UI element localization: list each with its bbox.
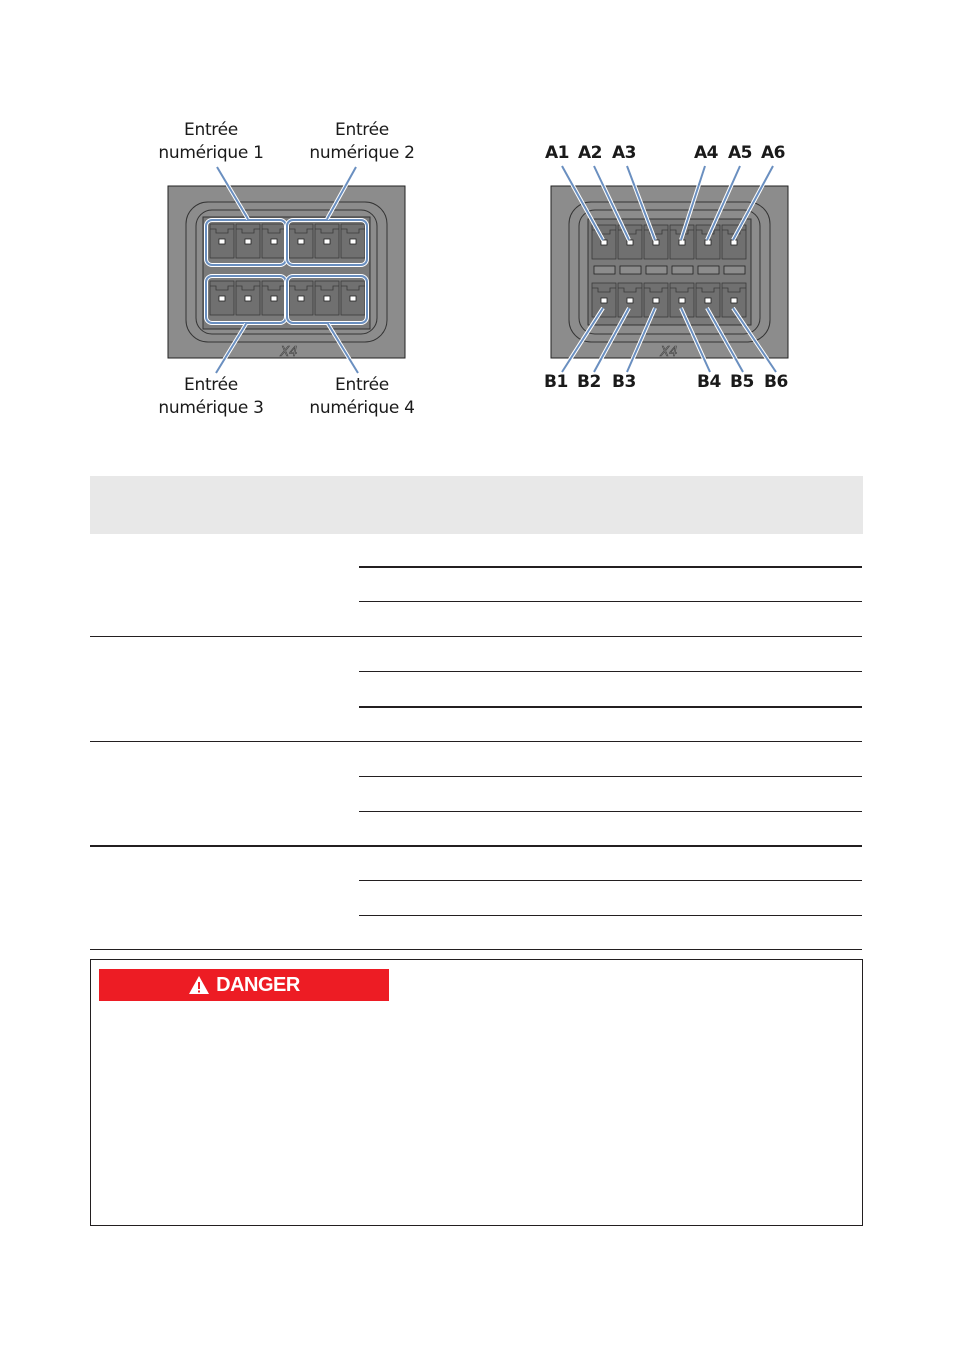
label-line: numérique 4 (309, 398, 415, 418)
pin-label-a4: A4 (694, 143, 718, 163)
label-line: numérique 3 (158, 398, 264, 418)
label-line: Entrée (184, 375, 238, 395)
table-rule (359, 811, 862, 812)
pin-label-b3: B3 (612, 372, 636, 392)
x4-label-right: X4 (660, 345, 678, 360)
label-line: Entrée (184, 120, 238, 140)
pin-label-b1: B1 (544, 372, 568, 392)
table-rule (359, 706, 862, 708)
pin-label-a6: A6 (761, 143, 785, 163)
danger-label: DANGER (216, 973, 300, 996)
table-rule (359, 566, 862, 568)
pin-label-b5: B5 (730, 372, 754, 392)
pin-label-a3: A3 (612, 143, 636, 163)
table-rule (90, 741, 862, 742)
pin-label-b6: B6 (764, 372, 788, 392)
x4-label-left: X4 (280, 345, 298, 360)
connector-diagrams (0, 0, 953, 480)
warning-icon (188, 975, 210, 995)
label-line: numérique 2 (309, 143, 415, 163)
table-rule (359, 601, 862, 602)
table-rule (90, 845, 862, 847)
table-header (90, 476, 863, 534)
pin-label-a2: A2 (578, 143, 602, 163)
danger-header (99, 969, 389, 1001)
connector-x4-right (551, 166, 788, 372)
pin-label-a5: A5 (728, 143, 752, 163)
table-rule (90, 949, 862, 950)
table-rule (359, 915, 862, 916)
pin-label-b4: B4 (697, 372, 721, 392)
pin-label-b2: B2 (577, 372, 601, 392)
label-line: Entrée (335, 120, 389, 140)
pin-label-a1: A1 (545, 143, 569, 163)
danger-notice (90, 959, 863, 1226)
table-rule (359, 776, 862, 777)
table-rule (90, 636, 862, 637)
connector-x4-left (168, 167, 405, 373)
table-rule (359, 671, 862, 672)
table-rule (359, 880, 862, 881)
label-line: Entrée (335, 375, 389, 395)
label-line: numérique 1 (158, 143, 264, 163)
